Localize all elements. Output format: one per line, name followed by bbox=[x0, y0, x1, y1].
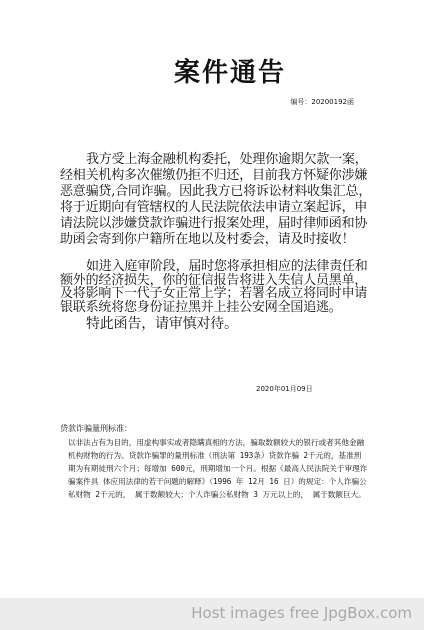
footer-bar bbox=[0, 598, 424, 630]
notice-body bbox=[60, 152, 378, 332]
notice-date: 2020年01月09日 bbox=[256, 385, 313, 393]
paragraph-3: 特此函告，请审慎对待。 bbox=[86, 316, 238, 332]
document-number: 编号：20200192函 bbox=[290, 98, 354, 106]
paragraph-2: 如进入庭审阶段，届时您将承担相应的法律责任和额外的经济损失，你的征信报告将进入失信人员黑单，及将影响下一代子女正常上学；若署名成立将同时申请银联系统将您身份证拉黑并上挂公安网全国追逃。 bbox=[60, 259, 368, 315]
law-note-heading: 贷款诈骗量刑标准： bbox=[60, 424, 132, 433]
page-title: 案件通告 bbox=[173, 58, 286, 88]
law-note-text: 以非法占有为目的，用虚构事实或者隐瞒真相的方法，骗取数额较大的银行或者其他金融机构财物的行为。贷款诈骗罪的量刑标准（刑法第 193条）贷款诈骗 2千元的，基准刑期为有期徒刑六个月；每增加 600元，刑期增加一个月。根据《最高人民法院关于审理诈骗案件具 体应用法律的若干问题的解释》（1996 年 12月 16 日）的规定：个人诈骗公私财物 2千元的， 属于数额较大；个人诈骗公私财物 3 万元以上的， 属于数额巨大。 bbox=[68, 438, 368, 499]
watermark-text[interactable]: Host images free JpgBox.com bbox=[191, 604, 412, 622]
paragraph-1: 我方受上海金融机构委托，处理你逾期欠款一案，经相关机构多次催缴仍拒不归还，目前我方怀疑你涉嫌恶意骗贷,合同诈骗。因此我方已将诉讼材料收集汇总，将于近期向有管辖权的人民法院依法申请立案起诉，申请法院以涉嫌贷款诈骗进行报案处理，届时律师函和协助函会寄到你户籍所在地以及村委会，请及时接收！ bbox=[60, 152, 372, 247]
